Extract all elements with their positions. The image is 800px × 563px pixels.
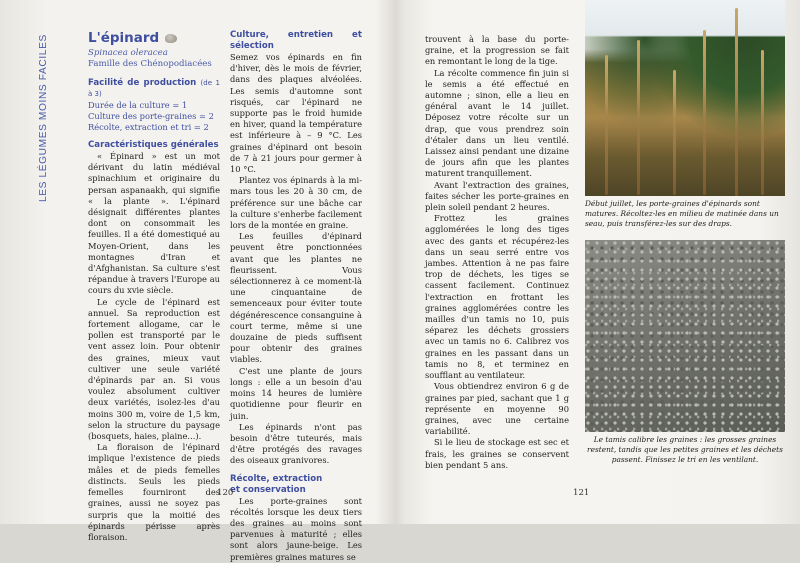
facility-item: Durée de la culture = 1 — [88, 100, 188, 110]
body-paragraph: trouvent à la base du porte-graine, et la progression se fait en remontant le long de la tige. — [425, 34, 569, 67]
body-paragraph: Le cycle de l'épinard est annuel. Sa reproduction est fortement allogame, car le pollen est transporté par le vent assez loin. Pour obtenir des graines, mieux vaut cultiver une seule variété d'épinards par an. Si vous voulez absolument cultiver deux variétés, isolez-les d'au moins 300 m, voire de 1,5 km, selon la structure du paysage (bosquets, haies, plaine...). — [88, 296, 220, 442]
body-paragraph: Avant l'extraction des graines, faites sécher les porte-graines en plein soleil pendant 2 heures. — [425, 179, 569, 213]
left-column-1 — [88, 30, 220, 543]
body-paragraph: Les épinards n'ont pas besoin d'être tuteurés, mais d'être protégés des ravages des oiseaux granivores. — [230, 421, 362, 466]
facility-heading — [88, 78, 220, 100]
facility-item: Culture des porte-graines = 2 — [88, 111, 214, 121]
entry-title-row — [88, 30, 220, 46]
left-page — [0, 0, 400, 562]
body-paragraph: Les feuilles d'épinard peuvent être ponctionnées avant que les plantes ne fleurissent. Vous sélectionnerez à ce moment-là une cinquantaine de semenceaux pour éviter toute dégénérescence consanguine à court terme, même si une douzaine de pieds suffisent pour obtenir des graines viables. — [230, 231, 362, 365]
body-paragraph: Si le lieu de stockage est sec et frais, les graines se conservent bien pendant 5 ans. — [425, 437, 569, 470]
page-number-left: 120 — [217, 488, 234, 498]
body-paragraph: Frottez les graines agglomérées le long des tiges avec des gants et récupérez-les dans un seau serré entre vos jambes. Attention à ne pas faire trop de déchets, les tiges se cassent facilement. Continuez l'extraction en frottant les graines agglomérées contre les mailles d'un tamis no 10, puis séparez les déchets grossiers avec un tamis no 6. Calibrez vos graines en les passant dans un tamis no 8, et terminez en soufflant au ventilateur. — [425, 213, 569, 381]
characteristics-heading: Caractéristiques générales — [88, 140, 219, 150]
body-paragraph: La floraison de l'épinard implique l'existence de pieds mâles et de pieds femelles distincts. Seuls les pieds femelles fourniront des graines, aussi ne soyez pas surpris que la moitié des épinards périsse après floraison. — [88, 442, 220, 542]
facility-item: Récolte, extraction et tri = 2 — [88, 122, 209, 132]
photo-seed-stalks — [585, 0, 785, 196]
harvest-heading-line1: Récolte, extraction — [230, 473, 323, 484]
body-paragraph: La récolte commence fin juin si le semis a été effectué en automne ; sinon, elle a lieu en général avant le 14 juillet. Déposez votre récolte sur un drap, que vous prendrez soin d'étaler dans un lieu ventilé. Laissez ainsi pendant une dizaine de jours afin que les plantes maturent tranquillement. — [425, 67, 569, 179]
latin-name: Spinacea oleracea — [88, 48, 168, 58]
harvest-heading-line2: et conservation — [230, 484, 306, 495]
entry-title: L'épinard — [88, 30, 160, 46]
photo2-caption: Le tamis calibre les graines : les grosses graines restent, tandis que les petites graines et les déchets passent. Finissez le tri en les ventilant. — [587, 435, 783, 464]
body-paragraph: Les porte-graines sont récoltés lorsque les deux tiers des graines au moins sont parvenues à maturité ; elles sont alors jaune-beige. Les premières graines matures se — [230, 495, 362, 562]
facility-heading-text: Facilité de production — [88, 78, 197, 88]
culture-heading: Culture, entretien et sélection — [230, 30, 362, 51]
family-name: Famille des Chénopodiacées — [88, 59, 212, 69]
photo1-caption: Début juillet, les porte-graines d'épinards sont matures. Récoltez-les en milieu de matinée dans un seau, puis transférez-les sur des draps. — [585, 199, 779, 228]
body-paragraph: Plantez vos épinards à la mi-mars tous les 20 à 30 cm, de préférence sur une bâche car la culture s'enherbe facilement lors de la montée en graine. — [230, 175, 362, 231]
right-column — [425, 34, 569, 471]
body-paragraph: C'est une plante de jours longs : elle a un besoin d'au moins 14 heures de lumière quotidienne pour fleurir en juin. — [230, 365, 362, 421]
body-paragraph: Semez vos épinards en fin d'hiver, dès le mois de février, dans des plaques alvéolées. Les semis d'automne sont risqués, car l'épinard ne supporte pas le froid humide en hiver, quand la température est inférieure à – 9 °C. Les graines d'épinard ont besoin de 7 à 21 jours pour germer à 10 °C. — [230, 52, 362, 175]
facility-scale: (de 1 à 3) — [88, 79, 220, 98]
page-number-right: 121 — [573, 488, 590, 498]
body-paragraph: Vous obtiendrez environ 6 g de graines par pied, sachant que 1 g représente en moyenne 90 graines, avec une certaine variabilité. — [425, 381, 569, 437]
left-column-2 — [230, 30, 362, 563]
body-paragraph: « Épinard » est un mot dérivant du latin médiéval spinachium et originaire du persan aspanaakh, qui signifie « la plante ». L'épinard désignait différentes plantes dont on consommait les feuilles. Il a été domestiqué au Moyen-Orient, dans les montagnes d'Iran et d'Afghanistan. Sa culture s'est répandue à travers l'Europe au cours du xvie siècle. — [88, 151, 220, 296]
stone-icon — [165, 34, 177, 43]
photo-seed-sieve — [585, 240, 785, 432]
section-side-title: LES LÉGUMES MOINS FACILES — [38, 34, 49, 202]
